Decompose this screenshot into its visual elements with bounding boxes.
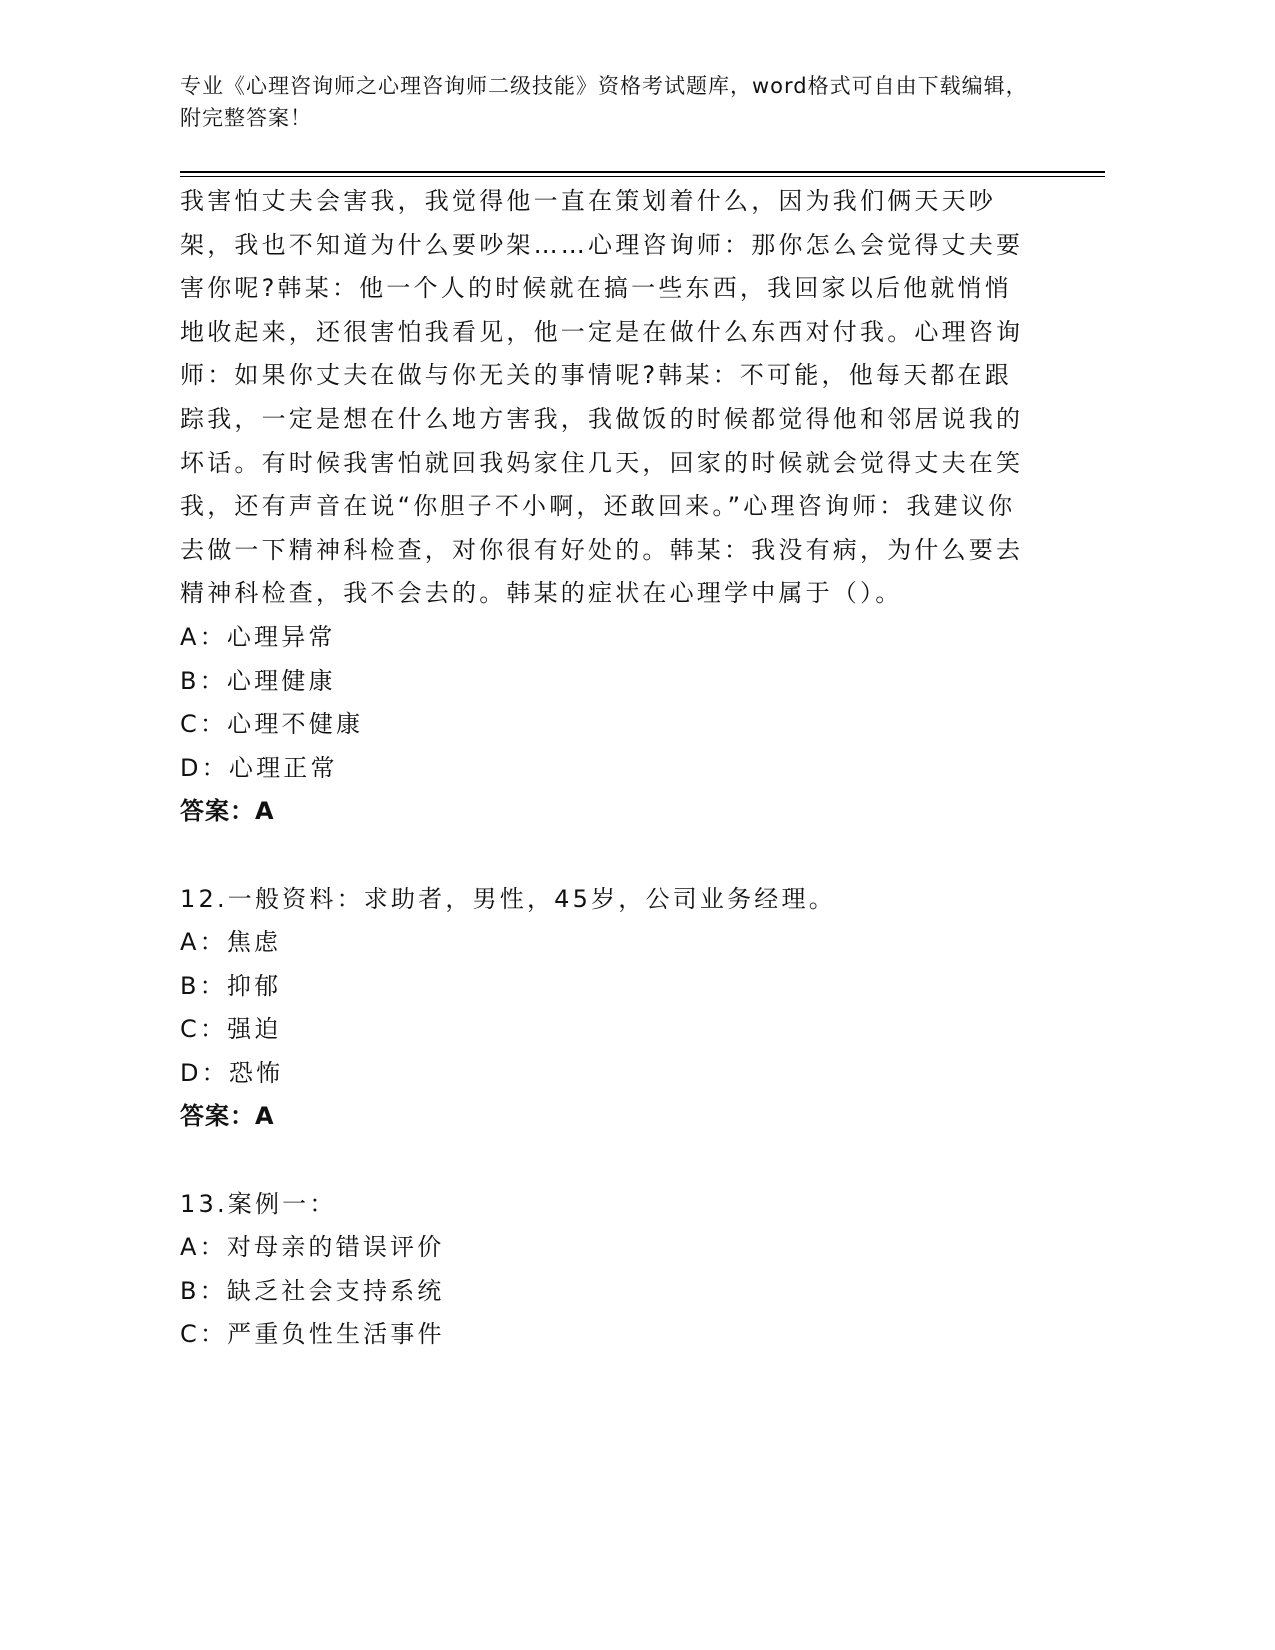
answer: 答案：A <box>180 797 275 826</box>
option-b: B：缺乏社会支持系统 <box>180 1276 445 1305</box>
option-c: C：心理不健康 <box>180 710 364 739</box>
answer: 答案：A <box>180 1102 275 1131</box>
option-d: D：心理正常 <box>180 753 338 782</box>
document-header: 专业《心理咨询师之心理咨询师二级技能》资格考试题库，word格式可自由下载编辑，附完整答案！ <box>180 74 1028 130</box>
document-body <box>180 180 1030 1357</box>
question-12 <box>180 878 1030 1140</box>
option-b: B：心理健康 <box>180 666 336 695</box>
question-13 <box>180 1183 1030 1357</box>
option-a: A：心理异常 <box>180 622 336 651</box>
option-a: A：焦虑 <box>180 928 282 957</box>
question-11 <box>180 180 1030 834</box>
option-c: C：严重负性生活事件 <box>180 1320 445 1349</box>
option-c: C：强迫 <box>180 1015 282 1044</box>
question-stem: 我害怕丈夫会害我，我觉得他一直在策划着什么，因为我们俩天天吵架，我也不知道为什么要吵架……心理咨询师：那你怎么会觉得丈夫要害你呢?韩某：他一个人的时候就在搞一些东西，我回家以后他就悄悄地收起来，还很害怕我看见，他一定是在做什么东西对付我。心理咨询师：如果你丈夫在做与你无关的事情呢?韩某：不可能，他每天都在跟踪我，一定是想在什么地方害我，我做饭的时候都觉得他和邻居说我的坏话。有时候我害怕就回我妈家住几天，回家的时候就会觉得丈夫在笑我，还有声音在说“你胆子不小啊，还敢回来。”心理咨询师：我建议你去做一下精神科检查，对你很有好处的。韩某：我没有病，为什么要去精神科检查，我不会去的。韩某的症状在心理学中属于（）。 <box>180 187 1024 608</box>
option-a: A：对母亲的错误评价 <box>180 1233 445 1262</box>
question-stem: 12.一般资料：求助者，男性，45岁，公司业务经理。 <box>180 884 836 913</box>
option-d: D：恐怖 <box>180 1058 284 1087</box>
question-stem: 13.案例一： <box>180 1189 337 1218</box>
header-divider-thick <box>180 171 1105 173</box>
header-divider-thin <box>180 176 1105 177</box>
option-b: B：抑郁 <box>180 971 282 1000</box>
